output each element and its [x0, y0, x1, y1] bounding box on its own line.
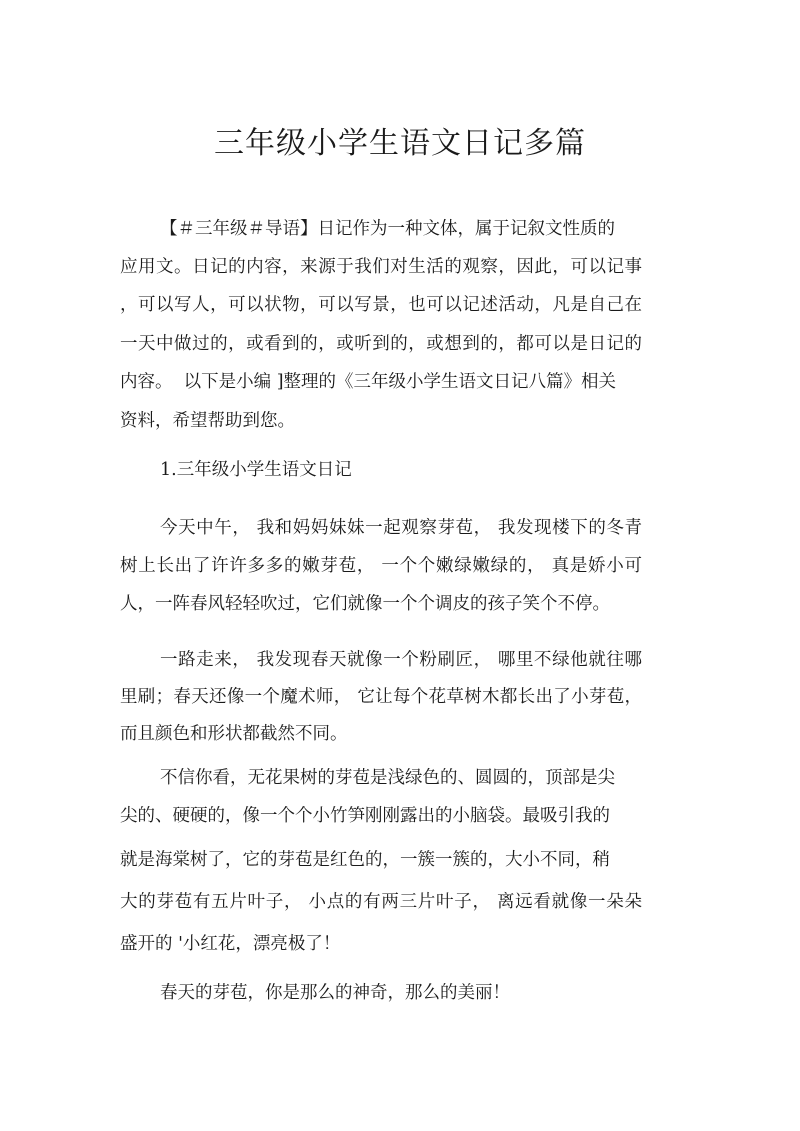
- intro-line-6: 资料，希望帮助到您。: [120, 411, 295, 431]
- paragraph-3-line-3: 就是海棠树了，它的芽苞是红色的，一簇一簇的，大小不同，稍: [120, 850, 610, 870]
- intro-line-5: 内容。 以下是小编 ]整理的《三年级小学生语文日记八篇》相关: [120, 372, 617, 392]
- paragraph-2-line-3: 而且颜色和形状都截然不同。: [120, 724, 348, 744]
- paragraph-4-line-1: 春天的芽苞，你是那么的神奇，那么的美丽！: [160, 983, 510, 1003]
- intro-line-2: 应用文。日记的内容，来源于我们对生活的观察，因此，可以记事: [120, 257, 642, 277]
- paragraph-3-line-2: 尖的、硬硬的，像一个个小竹笋刚刚露出的小脑袋。最吸引我的: [120, 806, 610, 826]
- paragraph-3-line-1: 不信你看，无花果树的芽苞是浅绿色的、圆圆的，顶部是尖: [160, 768, 615, 788]
- paragraph-3-line-4: 大的芽苞有五片叶子， 小点的有两三片叶子， 离远看就像一朵朵: [120, 892, 642, 912]
- intro-line-3: ，可以写人，可以状物，可以写景，也可以记述活动，凡是自己在: [120, 295, 642, 315]
- paragraph-1-line-2: 树上长出了许许多多的嫩芽苞， 一个个嫩绿嫩绿的， 真是娇小可: [120, 556, 642, 576]
- intro-line-4: 一天中做过的，或看到的，或听到的，或想到的，都可以是日记的: [120, 334, 642, 354]
- intro-line-1: 【＃三年级＃导语】日记作为一种文体，属于记叙文性质的: [160, 219, 615, 239]
- paragraph-2-line-2: 里刷；春天还像一个魔术师， 它让每个花草树木都长出了小芽苞，: [120, 687, 642, 707]
- paragraph-3-line-5: 盛开的 '小红花，漂亮极了！: [120, 934, 341, 954]
- section-heading: 1.三年级小学生语文日记: [160, 460, 352, 480]
- document-title: 三年级小学生语文日记多篇: [214, 126, 586, 161]
- paragraph-2-line-1: 一路走来， 我发现春天就像一个粉刷匠， 哪里不绿他就往哪: [160, 650, 642, 670]
- paragraph-1-line-1: 今天中午， 我和妈妈妹妹一起观察芽苞， 我发现楼下的冬青: [160, 518, 642, 538]
- paragraph-1-line-3: 人，一阵春风轻轻吹过，它们就像一个个调皮的孩子笑个不停。: [120, 594, 610, 614]
